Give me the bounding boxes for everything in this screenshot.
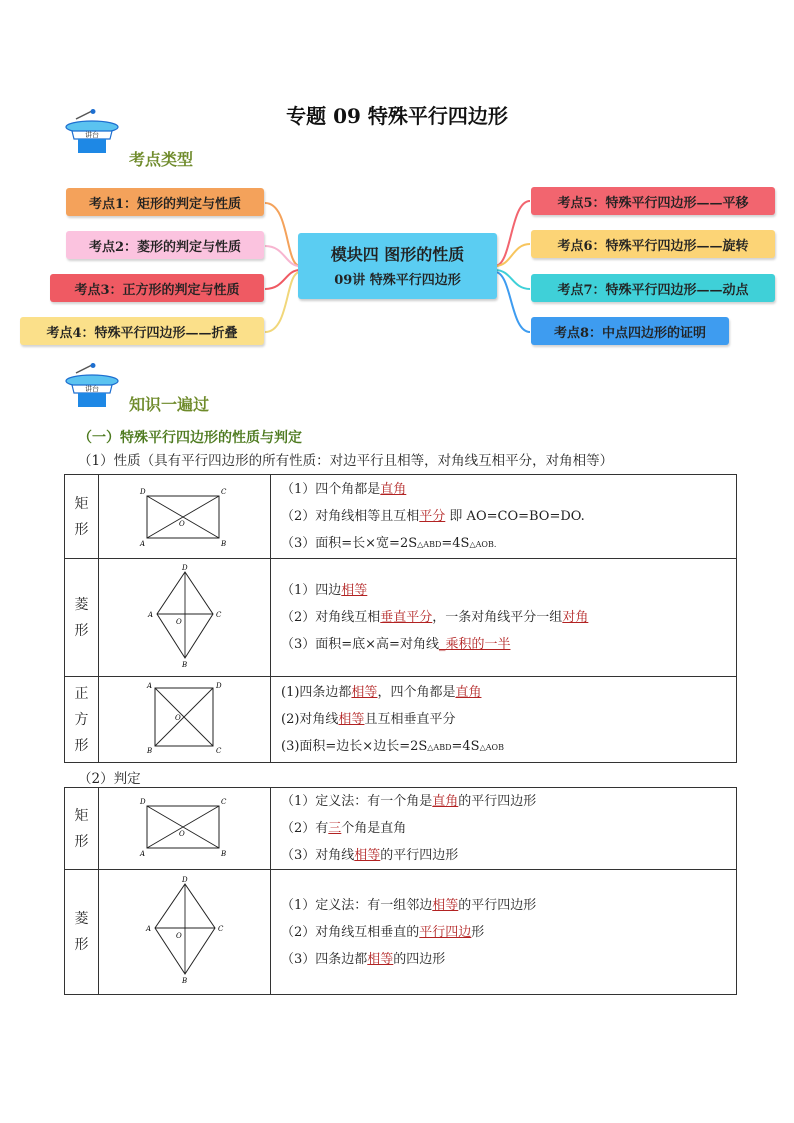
rhombus-figure (125, 562, 245, 670)
table-row (65, 870, 737, 995)
section-label-knowledge: 知识一遍过 (129, 395, 210, 414)
svg-text:A: A (139, 849, 145, 858)
mindmap-node-7: 考点7：特殊平行四边形——动点 (531, 274, 775, 302)
svg-text:C: C (220, 487, 226, 496)
mindmap-node-3: 考点3：正方形的判定与性质 (50, 274, 264, 302)
svg-text:D: D (181, 876, 188, 884)
table-row (65, 677, 737, 763)
property-text-cell: (1)四条边都相等，四个角都是直角 (2)对角线相等且互相垂直平分 (3)面积=边长×边长=2S△ABD=4S△AOB (271, 677, 737, 763)
mindmap-node-2: 考点2：菱形的判定与性质 (66, 231, 264, 259)
podium-icon (62, 109, 124, 155)
judgment-text-cell: （1）定义法：有一个角是直角的平行四边形 （2）有三个角是直角 （3）对角线相等的平行四边形 (271, 788, 737, 870)
svg-text:C: C (215, 610, 221, 619)
section-label-types: 考点类型 (129, 150, 194, 169)
figure-cell (99, 677, 271, 763)
table-row (65, 559, 737, 677)
mindmap-node-4: 考点4：特殊平行四边形——折叠 (20, 317, 264, 345)
svg-text:B: B (181, 977, 187, 985)
mindmap-node-6: 考点6：特殊平行四边形——旋转 (531, 230, 775, 258)
figure-cell (99, 475, 271, 559)
svg-text:A: A (139, 539, 145, 548)
page-title: 专题 09 特殊平行四边形 (286, 104, 508, 128)
svg-text:D: D (215, 681, 222, 690)
table-row (65, 475, 737, 559)
mindmap-node-1: 考点1：矩形的判定与性质 (66, 188, 264, 216)
figure-cell (99, 788, 271, 870)
svg-text:讲台: 讲台 (85, 131, 99, 139)
shape-name-cell: 菱 形 (65, 870, 99, 995)
rectangle-figure (125, 792, 245, 862)
mindmap-center (298, 233, 497, 299)
svg-text:B: B (220, 539, 226, 548)
svg-text:D: D (139, 487, 146, 496)
svg-text:A: A (145, 925, 151, 933)
podium-icon (62, 363, 124, 409)
svg-text:O: O (178, 519, 185, 528)
svg-text:D: D (181, 563, 188, 572)
property-text-cell: （1）四边相等 （2）对角线互相垂直平分，一条对角线平分一组对角 （3）面积=底×高=对角线_乘积的一半 (271, 559, 737, 677)
figure-cell (99, 559, 271, 677)
subheading-3: （2）判定 (78, 771, 141, 787)
svg-text:C: C (215, 746, 221, 755)
property-text-cell: （1）四个角都是直角 （2）对角线相等且互相平分 即 AO=CO=BO=DO. （3）面积=长×宽=2S△ABD=4S△AOB. (271, 475, 737, 559)
svg-text:A: A (147, 610, 153, 619)
judgment-table (64, 787, 737, 995)
svg-text:B: B (146, 746, 152, 755)
mindmap-center-line1: 模块四 图形的性质 (330, 245, 465, 264)
mindmap-node-5: 考点5：特殊平行四边形——平移 (531, 187, 775, 215)
table-row (65, 788, 737, 870)
svg-text:D: D (139, 797, 146, 806)
svg-text:C: C (220, 797, 226, 806)
shape-name-cell: 正 方 形 (65, 677, 99, 763)
shape-name-cell: 矩 形 (65, 475, 99, 559)
shape-name-cell: 菱 形 (65, 559, 99, 677)
figure-cell (99, 870, 271, 995)
shape-name-cell: 矩 形 (65, 788, 99, 870)
svg-text:O: O (174, 713, 181, 722)
svg-text:B: B (220, 849, 226, 858)
svg-text:O: O (178, 829, 185, 838)
judgment-text-cell: （1）定义法：有一组邻边相等的平行四边形 （2）对角线互相垂直的平行四边形 （3）四条边都相等的四边形 (271, 870, 737, 995)
mindmap-node-8: 考点8：中点四边形的证明 (531, 317, 729, 345)
svg-text:A: A (146, 681, 152, 690)
square-figure (125, 680, 245, 756)
svg-text:O: O (175, 932, 182, 940)
svg-text:O: O (175, 617, 182, 626)
mindmap-center-line2: 09讲 特殊平行四边形 (334, 273, 461, 288)
subheading-2: （1）性质（具有平行四边形的所有性质：对边平行且相等，对角线互相平分，对角相等） (78, 453, 614, 469)
svg-text:B: B (181, 660, 187, 669)
rhombus-figure (125, 874, 245, 986)
properties-table (64, 474, 737, 763)
svg-text:讲台: 讲台 (85, 385, 99, 393)
svg-text:C: C (217, 925, 223, 933)
subheading-1: （一）特殊平行四边形的性质与判定 (78, 430, 302, 446)
rectangle-figure (125, 480, 245, 550)
